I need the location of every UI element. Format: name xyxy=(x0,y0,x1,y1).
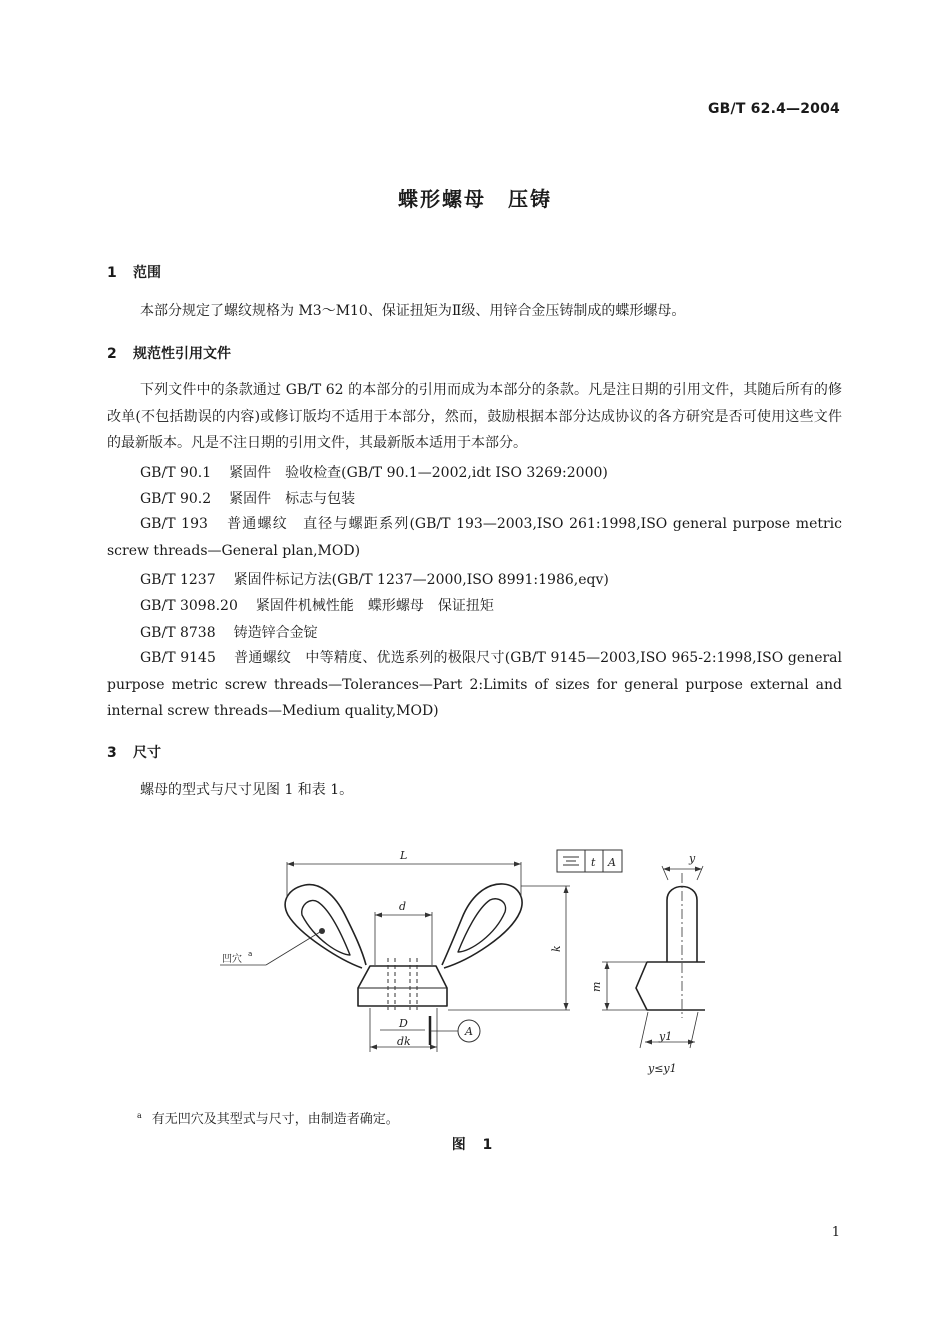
reference-item xyxy=(140,622,318,642)
section-title: 范围 xyxy=(133,265,161,281)
reference-code: GB/T 193 xyxy=(140,516,208,532)
label-datum-A: A xyxy=(465,1025,473,1038)
section-heading-1 xyxy=(107,262,161,282)
right-wing-outline xyxy=(442,884,522,968)
label-recess: 凹穴 xyxy=(222,954,242,965)
page-number: 1 xyxy=(831,1225,840,1240)
reference-text: 普通螺纹 直径与螺距系列(GB/T 193—2003,ISO 261:1998,ISO general purpose metric screw threads—General plan,MOD) xyxy=(107,516,842,559)
label-y1: y1 xyxy=(659,1030,673,1043)
note-marker: a xyxy=(137,1110,142,1120)
section-title: 规范性引用文件 xyxy=(133,346,231,362)
section-number: 2 xyxy=(107,346,117,362)
reference-item xyxy=(107,645,842,725)
reference-item xyxy=(140,462,608,482)
reference-code: GB/T 90.2 xyxy=(140,491,212,507)
left-wing-recess xyxy=(302,900,350,955)
reference-code: GB/T 1237 xyxy=(140,572,216,588)
label-d: d xyxy=(399,900,407,913)
label-recess-sup: a xyxy=(248,950,253,958)
page-title: 蝶形螺母 压铸 xyxy=(398,187,552,211)
side-view-hub xyxy=(636,962,705,1010)
section-3-body: 螺母的型式与尺寸见图 1 和表 1。 xyxy=(140,782,354,798)
right-wing-recess xyxy=(458,899,506,952)
label-relation: y≤y1 xyxy=(648,1062,677,1075)
figure-note xyxy=(137,1108,399,1127)
reference-text: 紧固件标记方法(GB/T 1237—2000,ISO 8991:1986,eqv) xyxy=(233,572,609,588)
wing-nut-drawing xyxy=(215,840,705,1080)
reference-code: GB/T 90.1 xyxy=(140,465,212,481)
label-tol-t: t xyxy=(591,856,596,869)
reference-item xyxy=(107,511,842,564)
section-heading-3 xyxy=(107,742,161,762)
reference-code: GB/T 9145 xyxy=(140,650,216,666)
label-y: y xyxy=(689,852,696,865)
reference-code: GB/T 8738 xyxy=(140,625,216,641)
left-wing-outline xyxy=(285,885,366,968)
nut-hub xyxy=(358,966,447,1006)
label-m: m xyxy=(590,981,603,992)
reference-text: 普通螺纹 中等精度、优选系列的极限尺寸(GB/T 9145—2003,ISO 965-2:1998,ISO general purpose metric screw threads—Tolerances—Part 2:Limits of sizes for general purpose external and internal screw threads—Medium quality,MOD) xyxy=(107,650,842,719)
reference-item xyxy=(140,569,609,589)
note-text: 有无凹穴及其型式与尺寸，由制造者确定。 xyxy=(151,1112,399,1127)
section-heading-2 xyxy=(107,343,231,363)
section-1-body: 本部分规定了螺纹规格为 M3～M10、保证扭矩为Ⅱ级、用锌合金压铸制成的蝶形螺母。 xyxy=(140,303,686,319)
label-L: L xyxy=(400,849,408,862)
reference-text: 紧固件 验收检查(GB/T 90.1—2002,idt ISO 3269:2000) xyxy=(229,465,608,481)
label-dk: dk xyxy=(397,1035,411,1048)
standard-code: GB/T 62.4—2004 xyxy=(707,101,840,117)
label-tol-A: A xyxy=(608,856,616,869)
label-k: k xyxy=(550,945,563,952)
figure-caption: 图 1 xyxy=(451,1137,499,1153)
reference-text: 铸造锌合金锭 xyxy=(233,625,318,641)
reference-item xyxy=(140,488,355,508)
label-D: D xyxy=(399,1017,408,1030)
section-number: 1 xyxy=(107,265,117,281)
section-2-intro: 下列文件中的条款通过 GB/T 62 的本部分的引用而成为本部分的条款。凡是注日期的引用文件，其随后所有的修改单(不包括勘误的内容)或修订版均不适用于本部分，然而，鼓励根据本部分达成协议的各方研究是否可使用这些文件的最新版本。凡是不注日期的引用文件，其最新版本适用于本部分。 xyxy=(107,382,842,451)
reference-item xyxy=(140,595,494,615)
reference-code: GB/T 3098.20 xyxy=(140,598,238,614)
reference-text: 紧固件 标志与包装 xyxy=(229,491,356,507)
section-title: 尺寸 xyxy=(133,745,161,761)
section-number: 3 xyxy=(107,745,117,761)
reference-text: 紧固件机械性能 蝶形螺母 保证扭矩 xyxy=(255,598,494,614)
